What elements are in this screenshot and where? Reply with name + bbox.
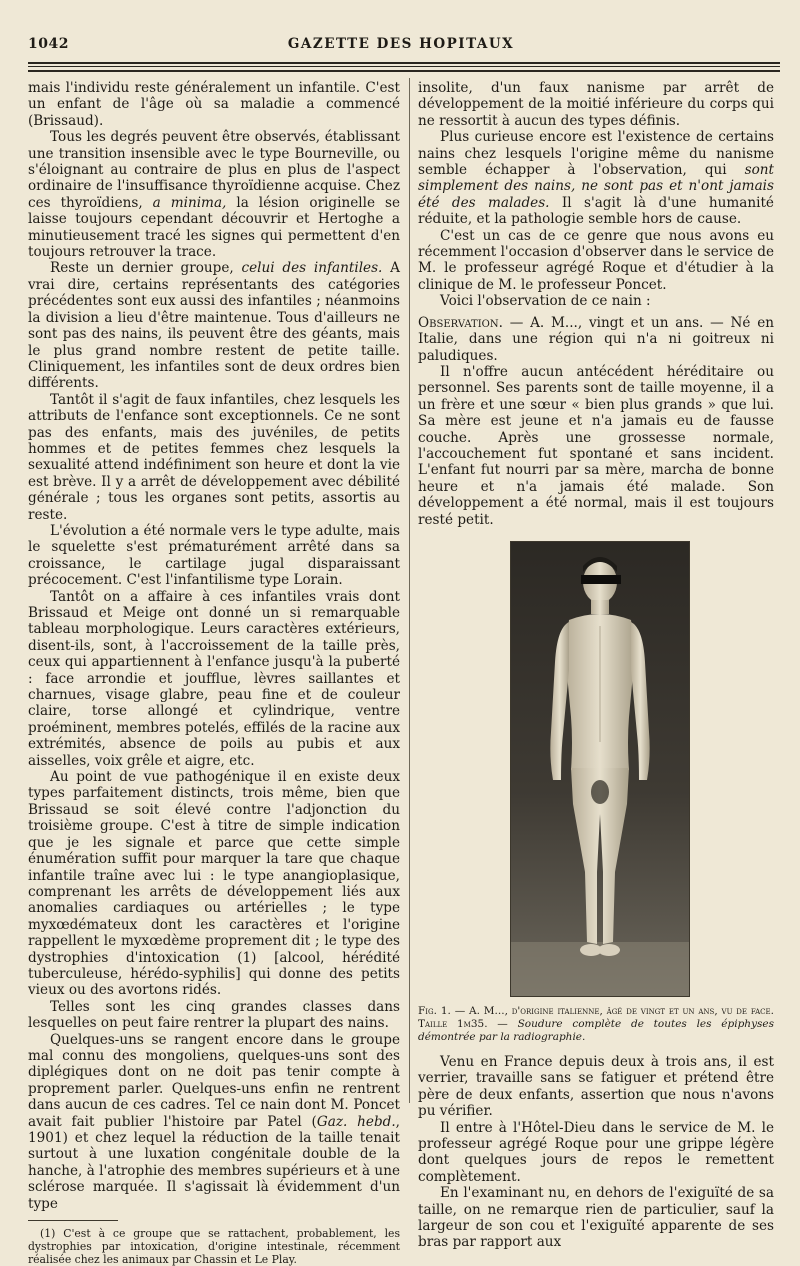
paragraph: mais l'individu reste généralement un infantile. C'est un enfant de l'âge où sa maladie a commencé (Brissaud).: [28, 80, 400, 129]
header-rule: [28, 62, 780, 64]
paragraph: Tantôt on a affaire à ces infantiles vrais dont Brissaud et Meige ont donné un si remarquable tableau morphologique. Leurs caractères extérieurs, disent-ils, sont, à l'accroissement de la taille près, ceux qui appartiennent à l'enfance jusqu'à la puberté : face arrondie et joufflue, lèvres saillantes et charnues, visage glabre, peau fine et de couleur claire, torse allongé et cylindrique, ventre proéminent, membres potelés, effilés de la racine aux extrémités, absence de poils au pubis et aux aisselles, voix grêle et aigre, etc.: [28, 588, 400, 769]
paragraph: Il entre à l'Hôtel-Dieu dans le service de M. le professeur agrégé Roque pour une grippe légère dont quelques jours de repos le remettent complètement.: [418, 1119, 774, 1185]
footnote: (1) C'est à ce groupe que se rattachent, probablement, les dystrophies par intoxication, d'origine intestinale, récemment réalisée chez les animaux par Chassin et Le Play.: [28, 1227, 400, 1266]
page-number: 1042: [28, 36, 69, 52]
footnote-rule: [28, 1220, 118, 1221]
paragraph: Tous les degrés peuvent être observés, établissant une transition insensible avec le type Bourneville, ou s'éloignant au contraire de plus en plus de l'aspect ordinaire de l'insuffisance thyroïdienne acquise. Chez ces thyroïdiens, a minima, la lésion originelle se laisse toujours cependant découvrir et Hertoghe a minutieusement tracé les signes qui permettent d'en toujours retrouver la trace.: [28, 129, 400, 261]
paragraph: Au point de vue pathogénique il en existe deux types parfaitement distincts, trois même, bien que Brissaud se soit élevé contre l'adjonction du troisième groupe. C'est à titre de simple indication que je les signale et parce que cette simple énumération suffit pour marquer la tare que chaque infantile traîne avec lui : le type anangioplasique, comprenant les arrêts de développement liés aux anomalies cardiaques ou artérielles ; le type myxœdémateux dont les caractères et l'origine rappellent le myxœdème proprement dit ; le type des dystrophies d'intoxication (1) [alcool, hérédité tuberculeuse, hérédo-syphilis] qui donne des petits vieux ou des avortons ridés.: [28, 769, 400, 999]
page-header: [28, 36, 774, 60]
figure-caption: Fig. 1. — A. M..., d'origine italienne, âgé de vingt et un ans, vu de face. Taille 1m35. — Soudure complète de toutes les épiphyses démontrée par la radiographie.: [418, 1004, 774, 1043]
paragraph: En l'examinant nu, en dehors de l'exiguïté de sa taille, on ne remarque rien de particulier, sauf la largeur de son cou et l'exiguïté apparente de ses bras par rapport aux: [418, 1185, 774, 1251]
paragraph: Voici l'observation de ce nain :: [440, 293, 651, 310]
observation-heading: Observation. — A. M..., vingt et un ans. — Né en Italie, dans une région qui n'a ni goitreux ni paludiques.: [418, 314, 775, 364]
paragraph: Tantôt il s'agit de faux infantiles, chez lesquels les attributs de l'enfance sont exceptionnels. Ce ne sont pas des enfants, mais des juvéniles, de petits hommes et de petites femmes chez lesquels la sexualité attend indéfiniment son heure et dont la vie est brève. Il y a arrêt de développement avec débilité générale ; tous les organes sont petits, assortis au reste.: [28, 391, 400, 523]
paragraph: Reste un dernier groupe, celui des infantiles. A vrai dire, certains représentants des catégories précédentes sont eux aussi des infantiles ; néanmoins la division a lieu d'être maintenue. Tous d'ailleurs ne sont pas des nains, ils peuvent être des géants, mais le plus grand nombre restent de petite taille. Cliniquement, les infantiles sont de deux ordres bien différents.: [28, 260, 400, 392]
paragraph: Plus curieuse encore est l'existence de certains nains chez lesquels l'origine même du nanisme semble échapper à l'observation, qui sont simplement des nains, ne sont pas et n'ont jamais été des malades. Il s'agit là d'une humanité réduite, et la pathologie semble hors de cause.: [418, 129, 774, 228]
header-rule: [28, 70, 780, 72]
paragraph: L'évolution a été normale vers le type adulte, mais le squelette s'est prématurément arrêté dans sa croissance, le cartilage jugal disparaissant précocement. C'est l'infantilisme type Lorain.: [28, 522, 400, 589]
patient-photograph: [510, 541, 690, 997]
journal-title: GAZETTE DES HOPITAUX: [287, 36, 515, 52]
left-column: [28, 80, 400, 1266]
right-column: [418, 80, 774, 1251]
column-divider: [409, 78, 410, 1103]
paragraph: Il n'offre aucun antécédent héréditaire ou personnel. Ses parents sont de taille moyenne, il a un frère et une sœur « bien plus grands » que lui. Sa mère est jeune et n'a jamais eu de fausse couche. Après une grossesse normale, l'accouchement fut spontané et sans incident. L'enfant fut nourri par sa mère, marcha de bonne heure et n'a jamais été malade. Son développement a été normal, mais il est toujours resté petit.: [418, 363, 774, 528]
paragraph: C'est un cas de ce genre que nous avons eu récemment l'occasion d'observer dans le service de M. le professeur agrégé Roque et d'étudier à la clinique de M. le professeur Poncet.: [418, 227, 774, 293]
paragraph: Quelques-uns se rangent encore dans le groupe mal connu des mongoliens, quelques-uns sont des diplégiques dont on ne doit pas tenir compte à proprement parler. Quelques-uns enfin ne rentrent dans aucun de ces cadres. Tel ce nain dont M. Poncet avait fait publier l'histoire par Patel (Gaz. hebd., 1901) et chez lequel la réduction de la taille tenait surtout à une luxation congénitale double de la hanche, à l'atrophie des membres supérieurs et à une sclérose marquée. Il s'agissait là évidemment d'un type: [28, 1031, 400, 1212]
header-rule: [28, 66, 780, 67]
paragraph: Venu en France depuis deux à trois ans, il est verrier, travaille sans se fatiguer et prétend être père de deux enfants, assertion que nous n'avons pu vérifier.: [418, 1053, 774, 1120]
paragraph: insolite, d'un faux nanisme par arrêt de développement de la moitié inférieure du corps qui ne ressortit à aucun des types définis.: [418, 80, 774, 129]
paragraph: Telles sont les cinq grandes classes dans lesquelles on peut faire rentrer la plupart des nains.: [28, 998, 400, 1032]
patient-figure-image: [511, 542, 689, 996]
